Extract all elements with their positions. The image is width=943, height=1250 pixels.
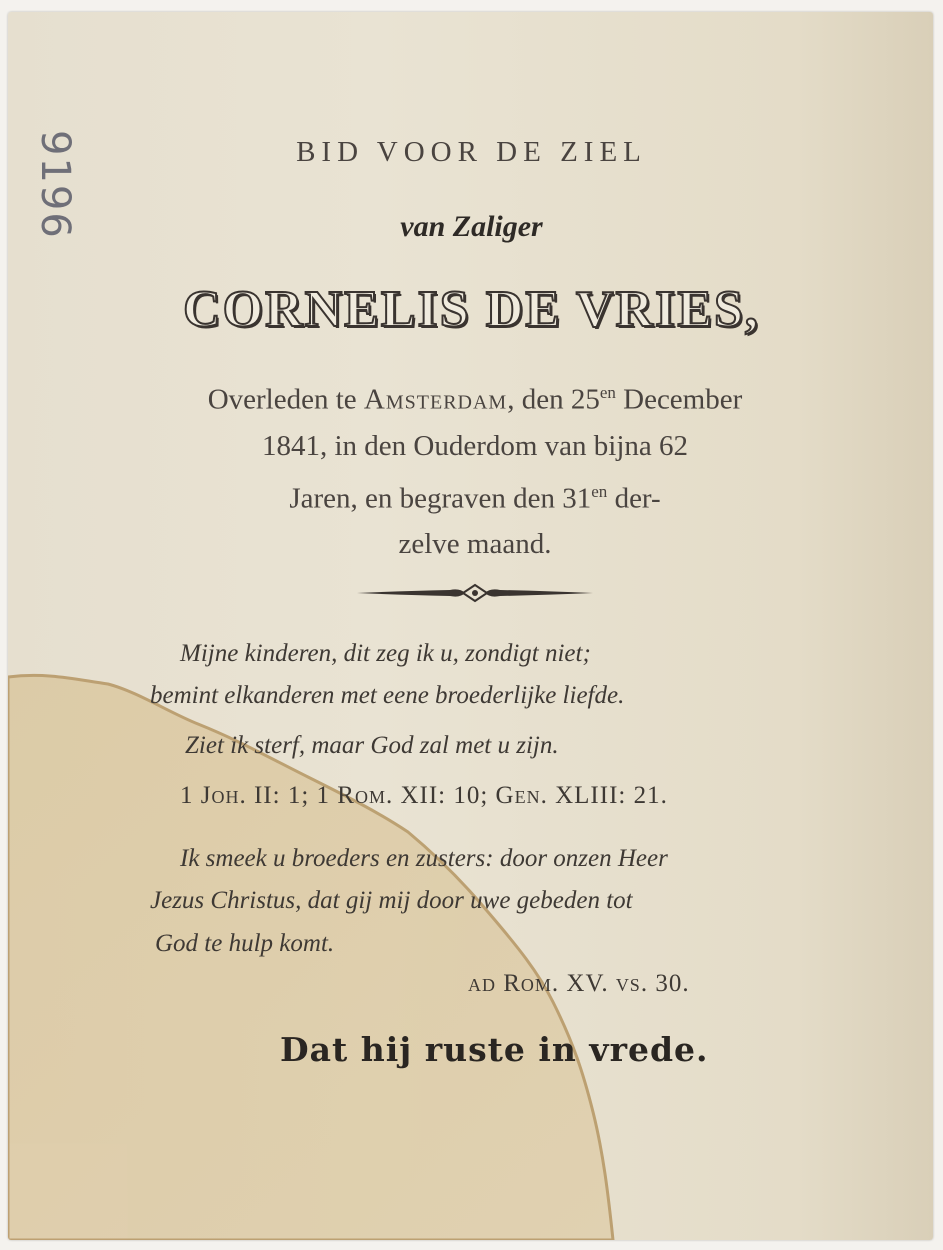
ornament-divider — [355, 580, 595, 606]
details-line-4: zelve maand. — [398, 528, 552, 561]
handwritten-catalog-number: 9196 — [32, 130, 78, 240]
details-line-3: Jaren, en begraven den $31^{en}$ der- — [289, 481, 661, 515]
quote1-line3: Ziet ik sterf, maar God zal met u zijn. — [185, 732, 559, 759]
heading-prayer: BID VOOR DE ZIEL — [296, 136, 647, 168]
heading-van-zaliger: van Zaliger — [400, 210, 543, 243]
details-line-1: Overleden te Amsterdam, den $25^{en}$ December — [207, 383, 743, 416]
quote2-line3: God te hulp komt. — [155, 930, 335, 957]
quote2-line1: Ik smeek u broeders en zusters: door onzen Heer — [180, 845, 668, 872]
deceased-name: CORNELIS DE VRIES, — [183, 281, 760, 338]
quote1-line2: bemint elkanderen met eene broederlijke liefde. — [150, 682, 625, 709]
death-details — [130, 370, 820, 567]
details-line-2: 1841, in den Ouderdom van bijna 62 — [261, 429, 689, 462]
scripture-reference-2: ad Rom. XV. vs. 30. — [468, 970, 690, 997]
closing-blessing: Dat hij ruste in vrede. — [280, 1030, 709, 1069]
quote2-line2: Jezus Christus, dat gij mij door uwe gebeden tot — [150, 887, 633, 914]
quote1-line1: Mijne kinderen, dit zeg ik u, zondigt niet; — [180, 640, 591, 667]
scripture-reference-1: 1 Joh. II: 1; 1 Rom. XII: 10; Gen. XLIII: 21. — [180, 782, 668, 809]
